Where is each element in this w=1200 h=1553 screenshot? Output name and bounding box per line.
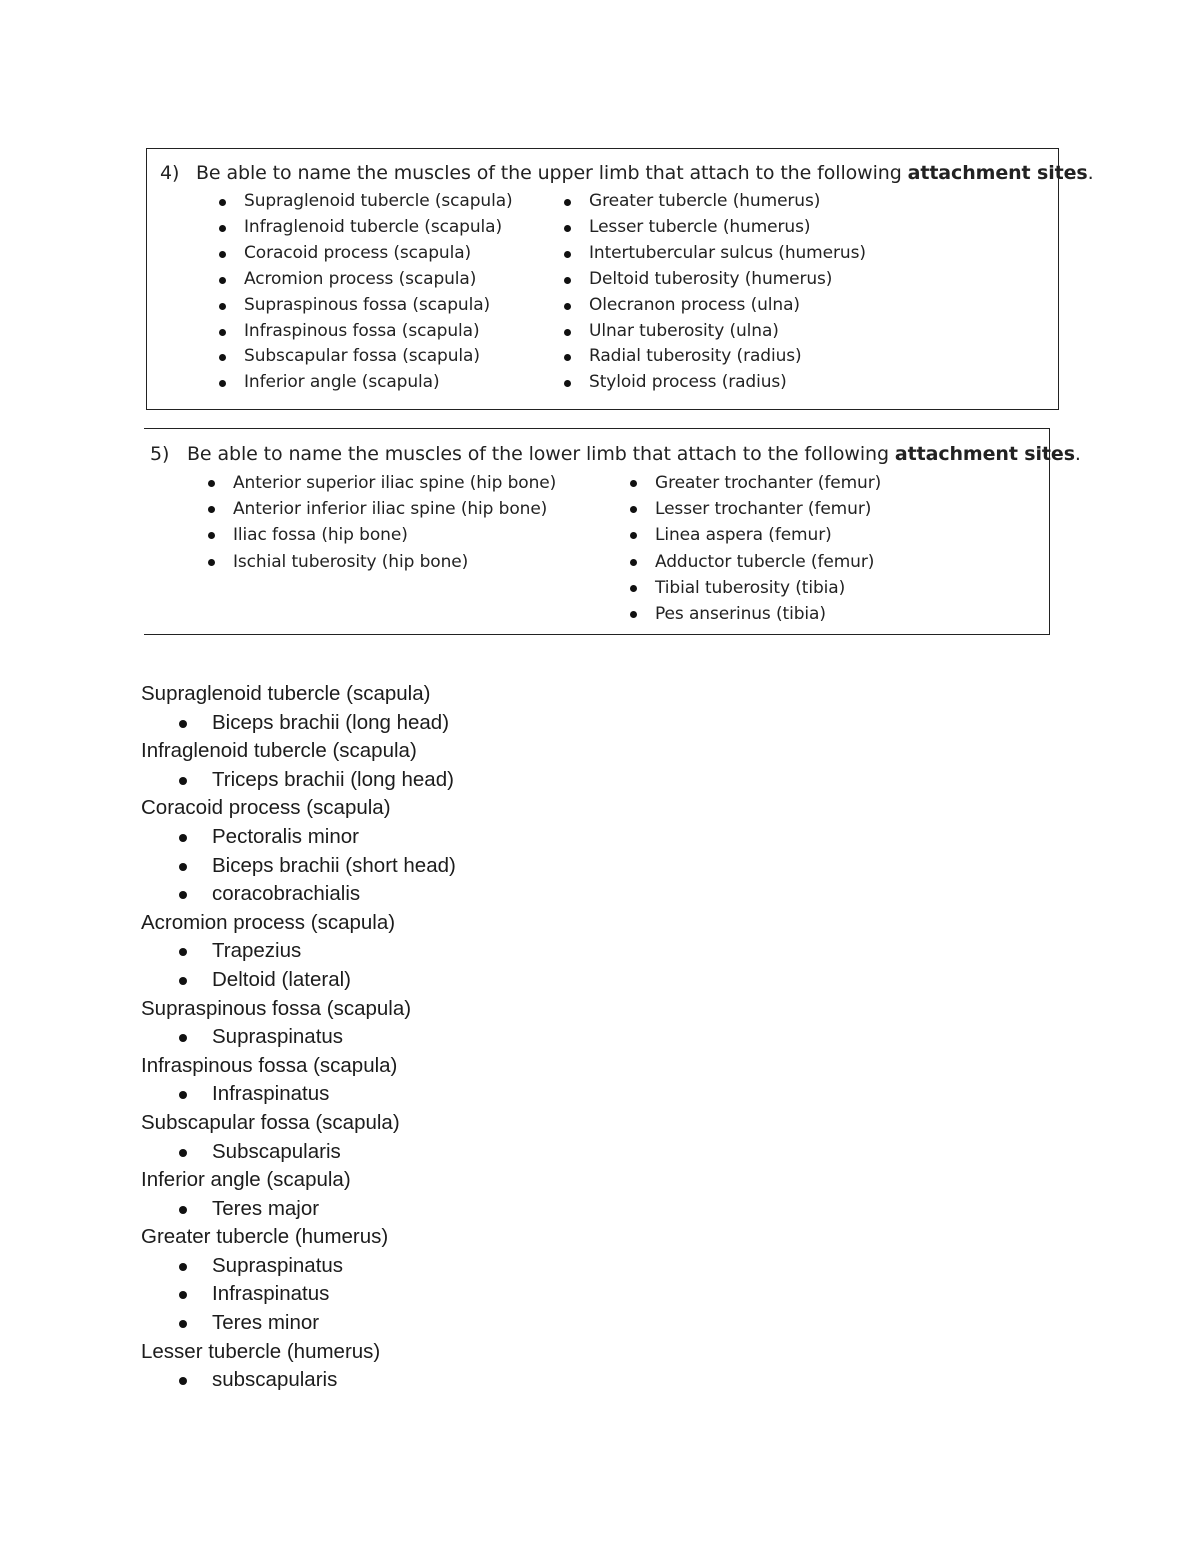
- muscle-item: Teres major: [141, 1195, 456, 1224]
- attachment-site-item: Acromion process (scapula): [219, 267, 513, 293]
- lower-limb-sites-right: [630, 470, 881, 627]
- attachment-site-item: Greater tubercle (humerus): [564, 189, 866, 215]
- attachment-site-item: Anterior superior iliac spine (hip bone): [208, 470, 556, 496]
- muscle-item: subscapularis: [141, 1366, 456, 1395]
- attachment-site-item: Anterior inferior iliac spine (hip bone): [208, 496, 556, 522]
- attachment-site-item: Lesser tubercle (humerus): [564, 215, 866, 241]
- muscle-list: [141, 1138, 456, 1167]
- attachment-site-item: Iliac fossa (hip bone): [208, 522, 556, 548]
- attachment-site-item: Styloid process (radius): [564, 370, 866, 396]
- muscle-item: Infraspinatus: [141, 1080, 456, 1109]
- muscle-item: Subscapularis: [141, 1138, 456, 1167]
- muscle-list: [141, 766, 456, 795]
- muscle-item: Biceps brachii (short head): [141, 852, 456, 881]
- muscle-item: Teres minor: [141, 1309, 456, 1338]
- muscle-list: [141, 937, 456, 994]
- muscle-item: Supraspinatus: [141, 1023, 456, 1052]
- attachment-site-item: Lesser trochanter (femur): [630, 496, 881, 522]
- question-number: 5): [150, 443, 170, 465]
- attachment-site-item: Supraglenoid tubercle (scapula): [219, 189, 513, 215]
- attachment-site-heading: Lesser tubercle (humerus): [141, 1339, 381, 1363]
- muscle-item: coracobrachialis: [141, 880, 456, 909]
- attachment-site-item: Ulnar tuberosity (ulna): [564, 319, 866, 345]
- muscle-item: Deltoid (lateral): [141, 966, 456, 995]
- upper-limb-sites-left: [219, 189, 513, 396]
- attachment-site-heading: Supraglenoid tubercle (scapula): [141, 682, 431, 705]
- question-text: Be able to name the muscles of the upper limb that attach to the following: [196, 162, 902, 184]
- attachment-site-heading: Infraglenoid tubercle (scapula): [141, 739, 417, 763]
- attachment-site-item: Infraspinous fossa (scapula): [219, 319, 513, 345]
- muscle-list: [141, 709, 456, 738]
- question-bold-text: attachment sites: [894, 443, 1075, 465]
- attachment-site-item: Linea aspera (femur): [630, 522, 881, 548]
- attachment-site-item: Intertubercular sulcus (humerus): [564, 241, 866, 267]
- attachment-site-item: Deltoid tuberosity (humerus): [564, 267, 866, 293]
- muscle-item: Biceps brachii (long head): [141, 709, 456, 738]
- muscle-item: Trapezius: [141, 937, 456, 966]
- muscle-list: [141, 1366, 456, 1395]
- attachment-site-item: Adductor tubercle (femur): [630, 549, 881, 575]
- attachment-site-heading: Inferior angle (scapula): [141, 1168, 351, 1192]
- notes-list: [141, 680, 456, 1395]
- question-5-box: [144, 428, 1081, 635]
- muscle-item: Infraspinatus: [141, 1280, 456, 1309]
- muscle-list: [141, 1252, 456, 1338]
- question-5-heading: [150, 443, 1081, 465]
- attachment-site-item: Inferior angle (scapula): [219, 370, 513, 396]
- muscle-list: [141, 1080, 456, 1109]
- upper-limb-sites-right: [564, 189, 866, 396]
- attachment-site-item: Infraglenoid tubercle (scapula): [219, 215, 513, 241]
- attachment-site-item: Olecranon process (ulna): [564, 293, 866, 319]
- attachment-site-item: Ischial tuberosity (hip bone): [208, 549, 556, 575]
- attachment-site-heading: Acromion process (scapula): [141, 910, 396, 934]
- attachment-site-item: Radial tuberosity (radius): [564, 344, 866, 370]
- attachment-site-heading: Subscapular fossa (scapula): [141, 1110, 400, 1134]
- question-end: .: [1074, 443, 1081, 465]
- question-end: .: [1087, 162, 1094, 184]
- question-bold-text: attachment sites: [907, 162, 1088, 184]
- question-number: 4): [160, 162, 180, 184]
- question-text: Be able to name the muscles of the lower limb that attach to the following: [187, 443, 889, 465]
- attachment-site-item: Greater trochanter (femur): [630, 470, 881, 496]
- attachment-site-heading: Supraspinous fossa (scapula): [141, 996, 412, 1020]
- attachment-site-item: Coracoid process (scapula): [219, 241, 513, 267]
- muscle-item: Supraspinatus: [141, 1252, 456, 1281]
- attachment-site-item: Tibial tuberosity (tibia): [630, 575, 881, 601]
- attachment-site-heading: Infraspinous fossa (scapula): [141, 1053, 398, 1077]
- question-4-box: [146, 148, 1094, 410]
- attachment-site-heading: Coracoid process (scapula): [141, 796, 391, 820]
- attachment-site-item: Supraspinous fossa (scapula): [219, 293, 513, 319]
- attachment-site-item: Pes anserinus (tibia): [630, 601, 881, 627]
- muscle-list: [141, 1195, 456, 1224]
- attachment-site-heading: Greater tubercle (humerus): [141, 1225, 389, 1249]
- muscle-item: Triceps brachii (long head): [141, 766, 456, 795]
- attachment-site-item: Subscapular fossa (scapula): [219, 344, 513, 370]
- muscle-list: [141, 1023, 456, 1052]
- question-4-heading: [160, 162, 1094, 184]
- lower-limb-sites-left: [208, 470, 556, 575]
- muscle-list: [141, 823, 456, 909]
- muscle-item: Pectoralis minor: [141, 823, 456, 852]
